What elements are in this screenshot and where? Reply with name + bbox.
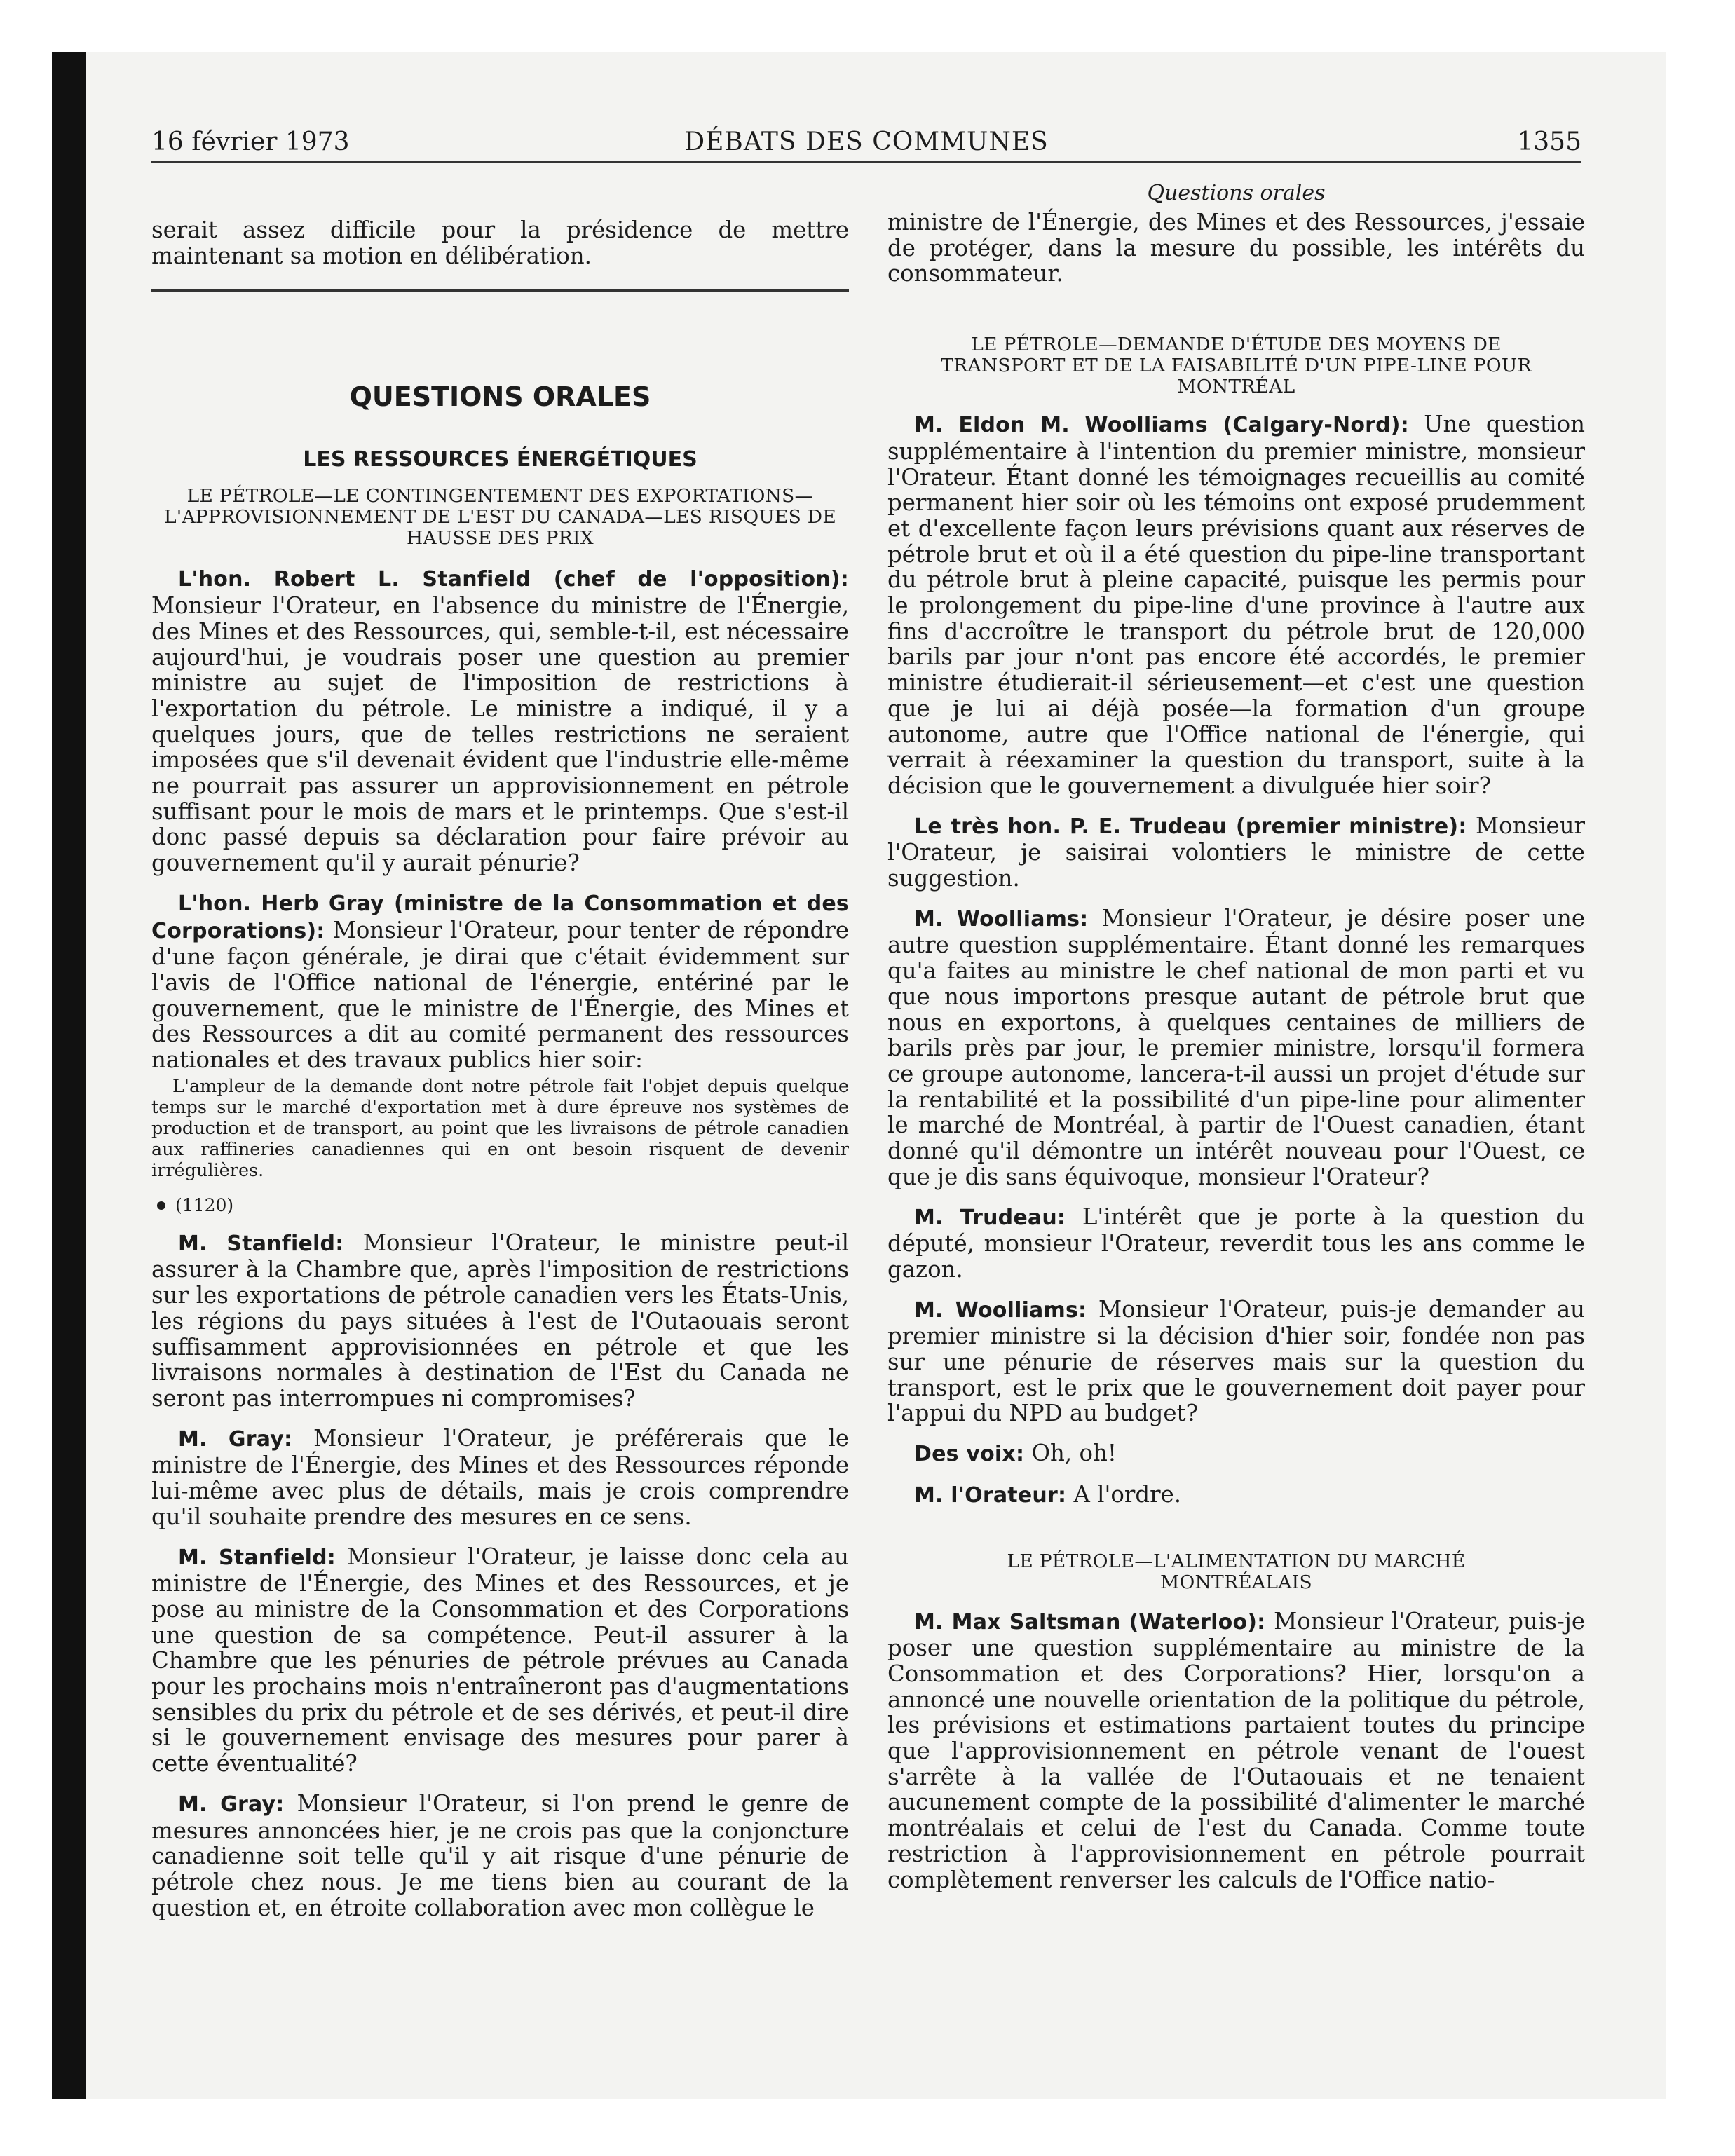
speaker-name: L'hon. Robert L. Stanfield (chef de l'opposition): — [178, 567, 849, 592]
speech-trudeau-2 — [887, 1204, 1585, 1283]
speaker-name: M. Gray: — [178, 1792, 285, 1817]
header-journal-title: DÉBATS DES COMMUNES — [684, 128, 1049, 156]
speech-text: Monsieur l'Orateur, je laisse donc cela au ministre de l'Énergie, des Mines et des Ressources, et je pose au ministre de la Consommation et des Corporations une question de sa compétence. Peut-il assurer à la Chambre que les pénuries de pétrole prévues au Canada pour les prochains mois n'entraîneront pas d'augmentations sensibles du prix du pétrole et de ses dérivés, et peut-il dire si le gouvernement envisage des mesures pour parer à cette éventualité? — [151, 1543, 850, 1778]
topic-heading-1: LE PÉTROLE—LE CONTINGENTEMENT DES EXPORTATIONS—L'APPROVISIONNEMENT DE L'EST DU CANADA—LES RISQUES DE HAUSSE DES PRIX — [163, 485, 837, 550]
speech-text: Monsieur l'Orateur, puis-je poser une question supplémentaire au ministre de la Consommation et des Corporations? Hier, lorsqu'on a annoncé une nouvelle orientation de la politique du pétrole, les prévisions et estimations partaient toutes du principe que l'approvisionnement en pétrole venant de l'ouest s'arrête à la vallée de l'Outaouais et ne tenaient aucunement compte de la possibilité d'alimenter le marché montréalais et celui de l'est du Canada. Comme toute restriction à l'approvisionnement en pétrole pourrait complètement renverser les calculs de l'Office natio- — [887, 1607, 1586, 1893]
speech-woolliams-1 — [887, 411, 1585, 799]
speaker-name: L'hon. Herb Gray (ministre de la Consommation et des Corporations): — [151, 891, 849, 943]
speech-text: Monsieur l'Orateur, pour tenter de répondre d'une façon générale, je dirai que c'était évidemment sur l'avis de l'Office national de l'énergie, entériné par le gouvernement, que le ministre de l'Énergie, des Mines et des Ressources a dit au comité permanent des ressources nationales et des travaux publics hier soir: — [151, 916, 850, 1074]
speech-stanfield-3 — [151, 1544, 849, 1777]
speech-woolliams-2 — [887, 906, 1585, 1190]
speech-trudeau-1 — [887, 813, 1585, 892]
right-continuation: ministre de l'Énergie, des Mines et des Ressources, j'essaie de protéger, dans la mesure du possible, les intérêts du consommateur. — [887, 209, 1585, 287]
speech-woolliams-3 — [887, 1297, 1585, 1427]
speaker-name: M. Woolliams: — [914, 1297, 1087, 1323]
speech-gray-3 — [151, 1791, 849, 1921]
header-page-number: 1355 — [1517, 128, 1581, 156]
binding-edge — [52, 52, 86, 2099]
time-marker-text: (1120) — [175, 1194, 234, 1215]
speech-text: Monsieur l'Orateur, je saisirai volontiers le ministre de cette suggestion. — [887, 812, 1585, 892]
speaker-name: M. Trudeau: — [914, 1205, 1066, 1230]
speaker-name: M. Gray: — [178, 1426, 293, 1452]
speaker-name: M. Eldon M. Woolliams (Calgary-Nord): — [914, 413, 1409, 438]
left-column — [151, 217, 849, 1920]
header-date: 16 février 1973 — [151, 128, 350, 156]
speech-text: Une question supplémentaire à l'intention du premier ministre, monsieur l'Orateur. Étant donné les témoignages recueillis au comité permanent hier soir où les témoins ont exposé prudemment et d'excellente façon leurs prévisions quant aux réserves de pétrole brut et où il a été question du pipe-line transportant du pétrole brut à pleine capacité, puisque les permis pour le prolongement du pipe-line d'une province à l'autre aux fins d'accroître le transport du pétrole brut de 120,000 barils par jour n'ont pas encore été accordés, le premier ministre étudierait-il sérieusement—et c'est une question que je lui ai déjà posée—la formation d'un groupe autonome, autre que l'Office national de l'énergie, qui verrait à réexaminer la question du transport, suite à la décision que le gouvernement a divulguée hier soir? — [887, 411, 1586, 799]
interjection-voices — [887, 1440, 1585, 1468]
page-sheet — [151, 0, 1584, 2156]
speaker-name: M. Woolliams: — [914, 906, 1089, 932]
speech-text: L'intérêt que je porte à la question du député, monsieur l'Orateur, reverdit tous les ans comme le gazon. — [887, 1203, 1586, 1283]
right-column — [887, 181, 1585, 1892]
speech-stanfield-1 — [151, 566, 849, 875]
speaker-name: Le très hon. P. E. Trudeau (premier ministre): — [914, 814, 1467, 839]
time-marker — [151, 1195, 849, 1216]
section-title: QUESTIONS ORALES — [349, 381, 651, 413]
speech-text: Monsieur l'Orateur, le ministre peut-il assurer à la Chambre que, après l'imposition de restrictions sur les exportations de pétrole canadien vers les États-Unis, les régions du pays situées à l'est de l'Outaouais seront suffisamment approvisionnées en pétrole et que les livraisons normales à destination de l'Est du Canada ne seront pas interrompues ni compromises? — [151, 1229, 850, 1412]
topic-heading-2: LE PÉTROLE—DEMANDE D'ÉTUDE DES MOYENS DE TRANSPORT ET DE LA FAISABILITÉ D'UN PIPE-LINE POUR MONTRÉAL — [941, 334, 1532, 398]
section-rule — [151, 289, 849, 292]
subsection-title: LES RESSOURCES ÉNERGÉTIQUES — [303, 447, 698, 472]
speech-gray-2 — [151, 1426, 849, 1530]
running-head — [151, 123, 1581, 163]
right-running-title: Questions orales — [1147, 181, 1326, 205]
speech-text: Monsieur l'Orateur, si l'on prend le genre de mesures annoncées hier, je ne crois pas que la conjoncture canadienne soit telle qu'il y ait risque d'une pénurie de pétrole chez nous. Je me tiens bien au courant de la question et, en étroite collaboration avec mon collègue le — [151, 1789, 849, 1921]
left-continuation: serait assez difficile pour la présidence de mettre maintenant sa motion en délibération. — [151, 217, 849, 269]
speech-text: A l'ordre. — [1073, 1480, 1182, 1508]
speech-text: Monsieur l'Orateur, je préférerais que le ministre de l'Énergie, des Mines et des Ressources réponde lui-même avec plus de détails, mais je crois comprendre qu'il souhaite prendre des mesures en ce sens. — [151, 1424, 850, 1530]
bullet-icon — [157, 1201, 165, 1210]
block-quote: L'ampleur de la demande dont notre pétrole fait l'objet depuis quelque temps sur le marché d'exportation met à dure épreuve nos systèmes de production et de transport, au point que les livraisons de pétrole canadien aux raffineries canadiennes qui en ont besoin risquent de devenir irrégulières. — [151, 1075, 849, 1181]
speech-text: Oh, oh! — [1031, 1440, 1117, 1467]
speaker-name: M. l'Orateur: — [914, 1482, 1067, 1508]
speech-text: Monsieur l'Orateur, puis-je demander au premier ministre si la décision d'hier soir, fondée non pas sur une pénurie de réserves mais sur la question du transport, est le prix que le gouvernement doit payer pour l'appui du NPD au budget? — [887, 1295, 1586, 1427]
speech-text: Monsieur l'Orateur, en l'absence du ministre de l'Énergie, des Mines et des Ressources, qui, semble-t-il, est nécessaire aujourd'hui, je voudrais poser une question au premier ministre au sujet de l'imposition de restrictions à l'exportation du pétrole. Le ministre a indiqué, il y a quelques jours, que de telles restrictions ne seraient imposées que s'il devenait évident que l'industrie elle-même ne pourrait pas assurer un approvisionnement en pétrole suffisant pour le mois de mars et le printemps. Que s'est-il donc passé depuis sa déclaration pour faire prévoir au gouvernement qu'il y aurait pénurie? — [151, 592, 849, 877]
speech-saltsman-1 — [887, 1609, 1585, 1893]
speaker-name: M. Stanfield: — [178, 1545, 336, 1570]
speaker-name: Des voix: — [914, 1442, 1025, 1467]
topic-heading-3: LE PÉTROLE—L'ALIMENTATION DU MARCHÉ MONTRÉALAIS — [1007, 1550, 1466, 1593]
speaker-name: M. Stanfield: — [178, 1231, 344, 1256]
speaker-name: M. Max Saltsman (Waterloo): — [914, 1609, 1266, 1635]
speech-text: Monsieur l'Orateur, je désire poser une autre question supplémentaire. Étant donné les remarques qu'a faites au ministre le chef national de mon parti et vu que nous importons presque autant de pétrole brut que nous en exportons, à quelques centaines de milliers de barils près par jour, le premier ministre, lorsqu'il formera ce groupe autonome, lancera-t-il aussi un projet d'étude sur la rentabilité et la possibilité d'un pipe-line pour alimenter le marché de Montréal, à partir de l'Ouest canadien, étant donné qu'il démontre un intérêt nouveau pour l'Ouest, ce que je dis sans équivoque, monsieur l'Orateur? — [887, 904, 1586, 1190]
interjection-speaker — [887, 1482, 1585, 1509]
speech-gray-1 — [151, 890, 849, 1073]
speech-stanfield-2 — [151, 1230, 849, 1412]
